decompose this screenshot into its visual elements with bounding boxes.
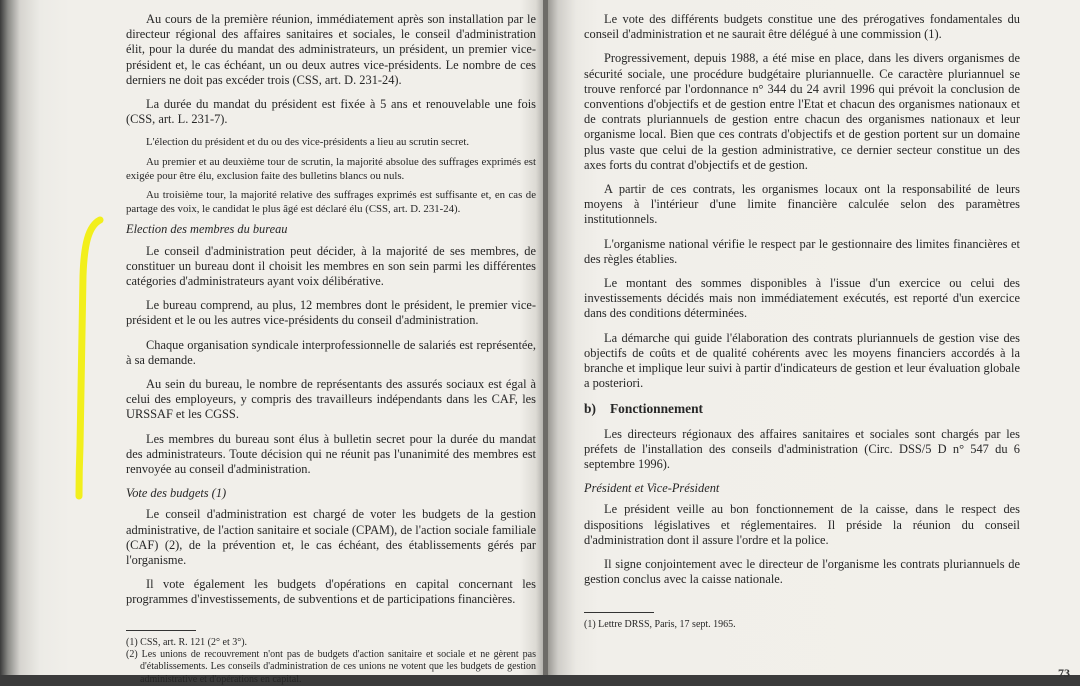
section-heading — [584, 401, 1020, 416]
paragraph: Le conseil d'administration est chargé de voter les budgets de la gestion administrative, de l'action sanitaire et sociale (CPAM), de l'action sociale familiale (CAF) (2), de la prévention et, le cas échéant, des établissements gérés par l'organisme. — [126, 507, 536, 568]
right-page — [548, 0, 1080, 680]
subheading-bureau: Election des membres du bureau — [126, 222, 288, 237]
paragraph: Le vote des différents budgets constitue une des prérogatives fondamentales du conseil d'administration et ne saurait être délégué à une commission (1). — [584, 12, 1020, 42]
small-paragraph: Au premier et au deuxième tour de scrutin, la majorité absolue des suffrages exprimés est exigée pour être élu, exclusion faite des bulletins blancs ou nuls. — [126, 156, 536, 182]
paragraph: La démarche qui guide l'élaboration des contrats pluriannuels de gestion vise des objectifs de coûts et de qualité cohérents avec les moyens financiers accordés à la branche et implique leur suivi à partir d'indicateurs de gestion et leur évaluation globale a posteriori. — [584, 330, 1020, 391]
paragraph: Les directeurs régionaux des affaires sanitaires et sociales sont chargés par les préfets de l'installation des conseils d'administration (Circ. DSS/5 D n° 547 du 6 septembre 1996). — [584, 426, 1020, 472]
paragraph: Chaque organisation syndicale interprofessionnelle de salariés est représentée, à sa demande. — [126, 337, 536, 367]
paragraph: Le montant des sommes disponibles à l'issue d'un exercice ou celui des investissements décidés mais non immédiatement exécutés, est reporté d'un exercice dans des conditions déterminées. — [584, 276, 1020, 321]
highlighter-mark — [74, 216, 106, 500]
paragraph: A partir de ces contrats, les organismes locaux ont la responsabilité de leurs moyens à l'intérieur d'une limite financière calculée selon des paramètres institutionnels. — [584, 182, 1020, 227]
paragraph: Le conseil d'administration peut décider, à la majorité de ses membres, de constituer un bureau dont il choisit les membres en son sein parmi les différentes catégories d'administrateurs ayant voix délibérative. — [126, 243, 536, 288]
footnote-rule — [584, 612, 654, 613]
footnote: (2) Les unions de recouvrement n'ont pas de budgets d'action sanitaire et sociale et ne gèrent pas d'établissements. Les conseils d'administration de ces unions ne votent que les budgets de gestion administrative et d'opérations en capital. — [126, 649, 536, 685]
small-paragraph: L'élection du président et du ou des vice-présidents a lieu au scrutin secret. — [146, 136, 470, 149]
page-number: 73 — [1058, 666, 1070, 680]
footnote: (1) CSS, art. R. 121 (2° et 3°). — [126, 636, 248, 648]
paragraph: Le président veille au bon fonctionnement de la caisse, dans le respect des dispositions législatives et réglementaires. Il préside la réunion du conseil d'administration dont il assure l'ordre et la police. — [584, 502, 1020, 547]
paragraph: Progressivement, depuis 1988, a été mise en place, dans les divers organismes de sécurité sociale, une procédure budgétaire pluriannuelle. Ce caractère pluriannuel se trouve renforcé par l'ordonnance n° 344 du 24 avril 1996 qui prévoit la conclusion de conventions d'objectifs et de gestion entre l'Etat et chacun des organismes nationaux et de contrats pluriannuels de gestion entre chacun des organismes nationaux et leur organisme local. Bien que ces contrats d'objectifs et de gestion portent sur un domaine plus vaste que celui de la gestion administrative, ce dernier secteur constitue un des axes forts du contrat d'objectifs et de gestion. — [584, 51, 1020, 172]
left-page-text — [126, 12, 536, 686]
right-page-text — [584, 12, 1020, 631]
paragraph: Au cours de la première réunion, immédiatement après son installation par le directeur régional des affaires sanitaires et sociales, le conseil d'administration élit, pour la durée du mandat des administrateurs, un président, un premier vice-président et, le cas échéant, un ou deux autres vice-présidents. Le nombre de ces derniers ne doit pas excéder trois (CSS, art. D. 231-24). — [126, 12, 536, 87]
paragraph: Il vote également les budgets d'opérations en capital concernant les programmes d'investissements, de subventions et de participations financières. — [126, 577, 536, 607]
paragraph: Il signe conjointement avec le directeur de l'organisme les contrats pluriannuels de gestion conclus avec la caisse nationale. — [584, 557, 1020, 587]
paragraph: Le bureau comprend, au plus, 12 membres dont le président, le premier vice-président et le ou les autres vice-présidents du conseil d'administration. — [126, 298, 536, 328]
paragraph: Au sein du bureau, le nombre de représentants des assurés sociaux est égal à celui des employeurs, y compris des travailleurs indépendants dans les CAF, les URSSAF et les CGSS. — [126, 377, 536, 422]
subheading-budgets: Vote des budgets (1) — [126, 486, 227, 501]
paragraph: La durée du mandat du président est fixée à 5 ans et renouvelable une fois (CSS, art. L. 231-7). — [126, 97, 536, 127]
section-label: b) — [584, 401, 596, 417]
paragraph: Les membres du bureau sont élus à bulletin secret pour la durée du mandat des administrateurs. Toute décision qui ne réunit pas l'unanimité des membres est renvoyée au conseil d'administration. — [126, 431, 536, 477]
subheading-president: Président et Vice-Président — [584, 481, 720, 496]
footnote: (1) Lettre DRSS, Paris, 17 sept. 1965. — [584, 618, 736, 630]
paragraph: L'organisme national vérifie le respect par le gestionnaire des limites financières et des règles établies. — [584, 236, 1020, 266]
section-title: Fonctionnement — [610, 401, 703, 417]
small-paragraph: Au troisième tour, la majorité relative des suffrages exprimés est suffisante et, en cas de partage des voix, le candidat le plus âgé est déclaré élu (CSS, art. D. 231-24). — [126, 189, 536, 215]
footnote-rule — [126, 630, 196, 631]
